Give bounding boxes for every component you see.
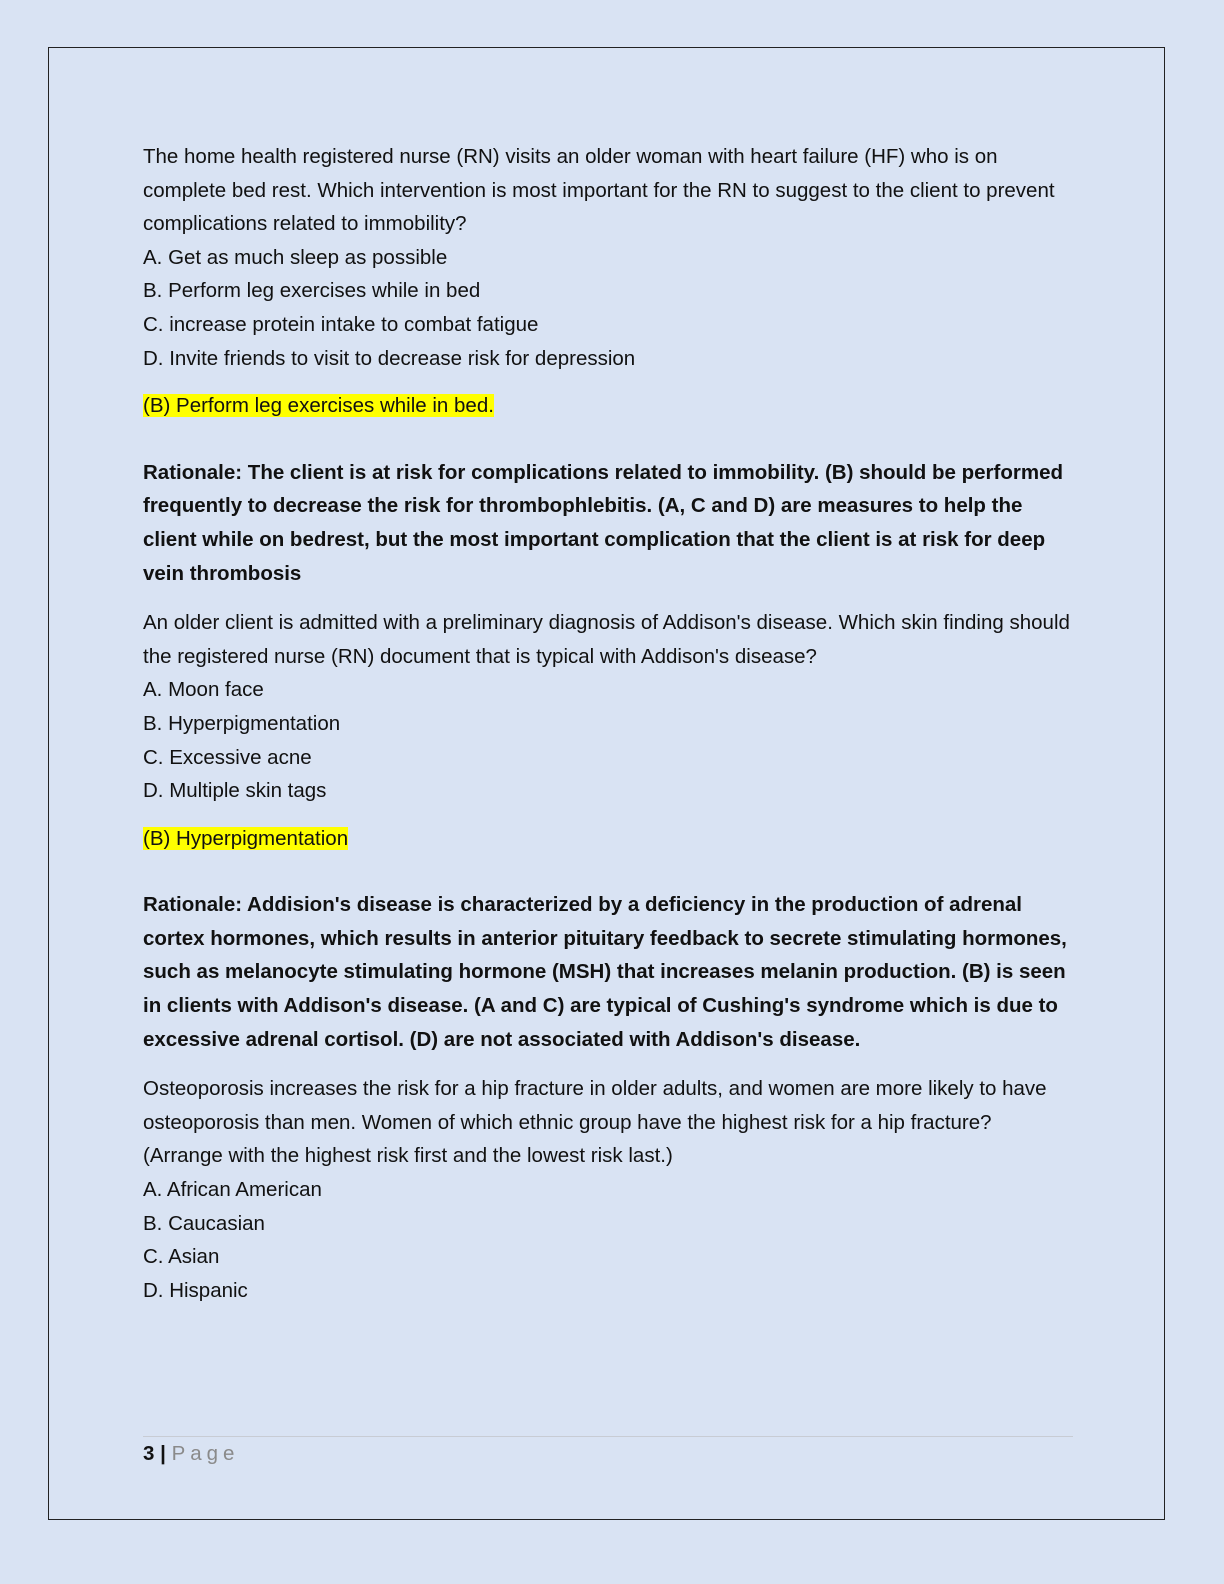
option-c: C. Excessive acne	[143, 745, 312, 769]
question-block-1	[143, 140, 1073, 590]
option-b: B. Caucasian	[143, 1211, 265, 1235]
question-block-3	[143, 1072, 1073, 1307]
option-d: D. Multiple skin tags	[143, 779, 327, 803]
highlighted-answer: (B) Perform leg exercises while in bed.	[143, 394, 494, 418]
option-d: D. Hispanic	[143, 1278, 248, 1302]
question-text: An older client is admitted with a preliminary diagnosis of Addison's disease. Which skin finding should the registered nurse (RN) document that is typical with Addison's disease?	[143, 611, 1070, 668]
question-text: The home health registered nurse (RN) visits an older woman with heart failure (HF) who is on complete bed rest. Which intervention is most important for the RN to suggest to the client to prevent complications related to immobility?	[143, 145, 1055, 236]
page-footer	[143, 1440, 239, 1468]
question-block-2	[143, 606, 1073, 1056]
answer-line	[143, 389, 1073, 423]
footer-separator: |	[160, 1442, 166, 1465]
page-label: Page	[171, 1442, 240, 1465]
highlighted-answer: (B) Hyperpigmentation	[143, 826, 349, 850]
page-number: 3	[143, 1442, 155, 1465]
rationale-text: Rationale: Addision's disease is characterized by a deficiency in the production of adrenal cortex hormones, which results in anterior pituitary feedback to secrete stimulating hormones, such as melanocyte stimulating hormone (MSH) that increases melanin production. (B) is seen in clients with Addison's disease. (A and C) are typical of Cushing's syndrome which is due to excessive adrenal cortisol. (D) are not associated with Addison's disease.	[143, 893, 1067, 1051]
option-b: B. Hyperpigmentation	[143, 711, 341, 735]
option-a: A. Moon face	[143, 678, 264, 702]
option-a: A. Get as much sleep as possible	[143, 245, 448, 269]
option-c: C. increase protein intake to combat fatigue	[143, 312, 539, 336]
question-text: Osteoporosis increases the risk for a hip fracture in older adults, and women are more likely to have osteoporosis than men. Women of which ethnic group have the highest risk for a hip fracture? (Arrange with the highest risk first and the lowest risk last.)	[143, 1077, 1047, 1168]
footer-divider	[143, 1436, 1073, 1437]
option-a: A. African American	[143, 1178, 322, 1202]
rationale-text: Rationale: The client is at risk for complications related to immobility. (B) should be performed frequently to decrease the risk for thrombophlebitis. (A, C and D) are measures to help the client while on bedrest, but the most important complication that the client is at risk for deep vein thrombosis	[143, 460, 1063, 585]
option-b: B. Perform leg exercises while in bed	[143, 279, 481, 303]
document-body	[143, 140, 1073, 1307]
answer-line	[143, 822, 1073, 856]
option-d: D. Invite friends to visit to decrease risk for depression	[143, 346, 636, 370]
option-c: C. Asian	[143, 1245, 220, 1269]
